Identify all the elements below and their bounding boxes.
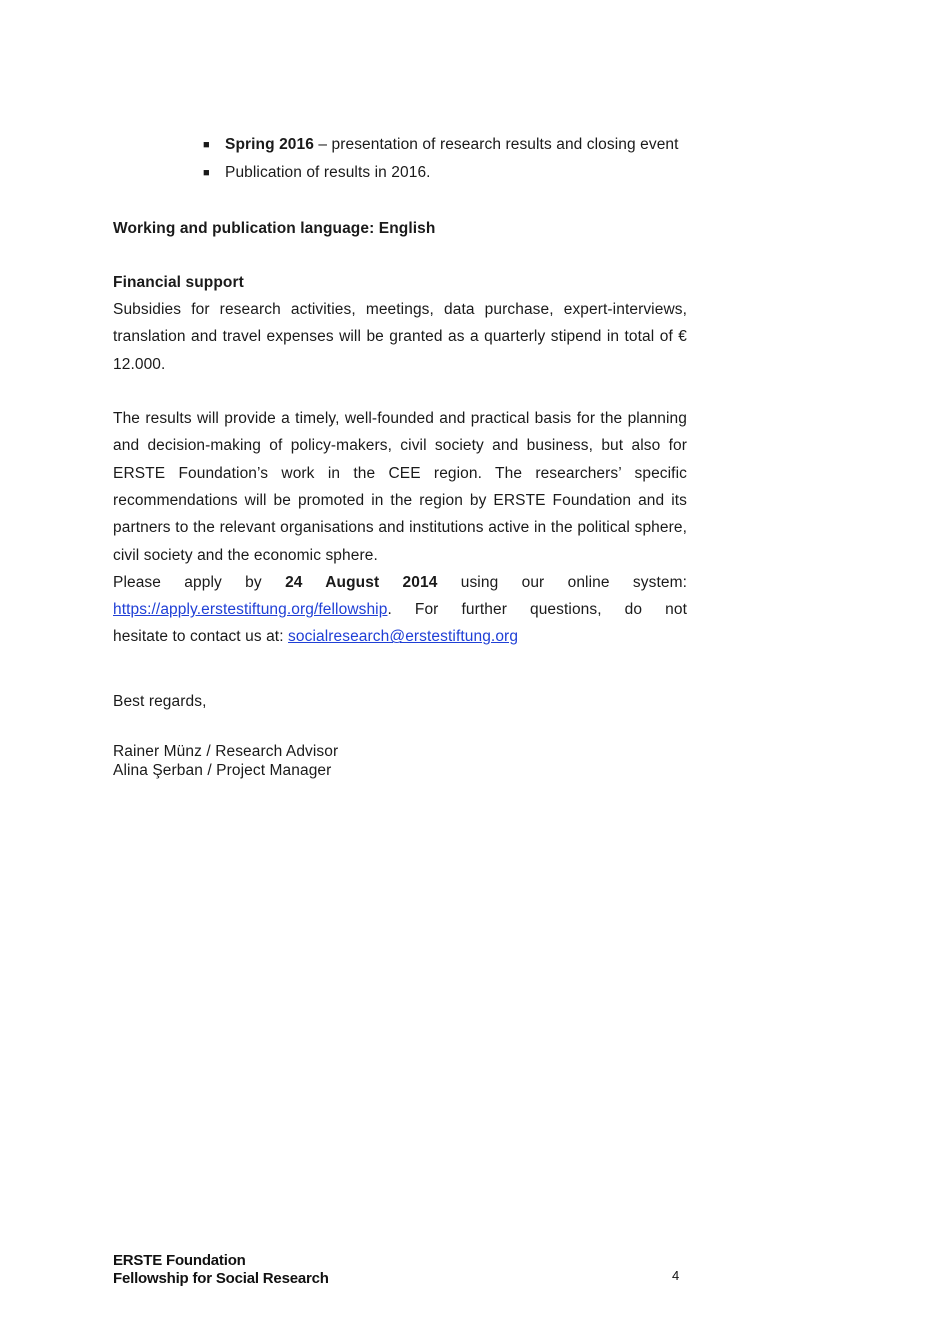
closing-greeting: Best regards,	[113, 692, 207, 710]
bullet-item	[203, 131, 687, 159]
erste-foundation-logo	[113, 1252, 329, 1287]
square-bullet-icon: ■	[203, 139, 210, 151]
page-content	[113, 131, 687, 780]
bullet-text: – presentation of research results and closing event	[313, 136, 679, 153]
bullet-bold-label: Spring 2016	[225, 136, 314, 153]
signer-name: Alina Şerban / Project Manager	[113, 762, 332, 780]
page-number: 4	[672, 1268, 680, 1283]
signer-name: Rainer Münz / Research Advisor	[113, 743, 339, 761]
apply-middle: using our online system:	[437, 573, 687, 591]
apply-after-url: . For further questions, do not	[387, 601, 687, 619]
bullet-item	[203, 159, 687, 187]
language-heading: Working and publication language: English	[113, 219, 436, 237]
contact-prefix: hesitate to contact us at:	[113, 628, 289, 646]
contact-line	[113, 623, 687, 650]
bullet-text: Publication of results in 2016.	[225, 164, 431, 182]
results-paragraph: The results will provide a timely, well-founded and practical basis for the planning and decision-making of policy-makers, civil society and business, but also for ERSTE Foundation’s work in the CEE region. The researchers’ specific recommendations will be promoted in the region by ERSTE Foundation and its partners to the relevant organisations and institutions active in the political sphere, civil society and the economic sphere.	[113, 410, 687, 564]
square-bullet-icon: ■	[203, 167, 210, 180]
logo-line-1: ERSTE Foundation	[113, 1252, 246, 1269]
apply-prefix: Please apply by	[113, 573, 286, 591]
contact-email-link[interactable]: socialresearch@erstestiftung.org	[288, 628, 519, 646]
apply-url-line	[113, 596, 687, 623]
application-link[interactable]: https://apply.erstestiftung.org/fellowship	[113, 601, 388, 619]
financial-support-heading: Financial support	[113, 273, 244, 291]
financial-support-text: Subsidies for research activities, meetings, data purchase, expert-interviews, translation and travel expenses will be granted as a quarterly stipend in total of € 12.000.	[113, 301, 687, 373]
logo-line-2: Fellowship for Social Research	[113, 1269, 329, 1287]
timeline-bullet-list	[203, 131, 687, 188]
apply-line	[113, 569, 687, 596]
apply-deadline: 24 August 2014	[285, 573, 438, 591]
signers-block	[113, 742, 687, 780]
